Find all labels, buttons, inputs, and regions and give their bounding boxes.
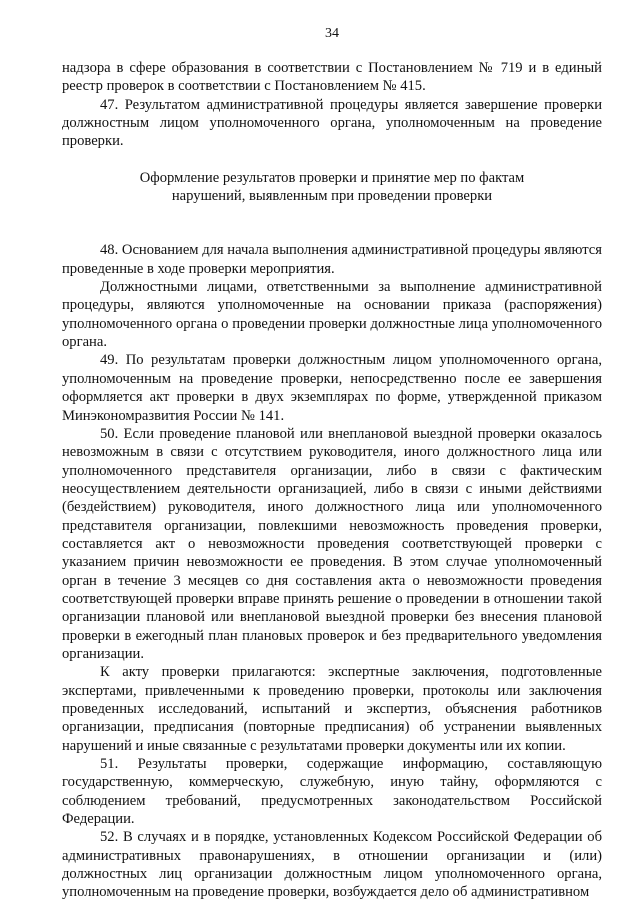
paragraph-52: 52. В случаях и в порядке, установленных Кодексом Российской Федерации об административных правонарушениях, в отношении организации и (или) должностных лиц организации должностным лицом уполномоченного органа, уполномоченным на проведение проверки, возбуждается дело об административном bbox=[62, 829, 602, 901]
paragraph-48-officials: Должностными лицами, ответственными за выполнение административной процедуры, являются уполномоченные на основании приказа (распоряжения) уполномоченного органа о проведении проверки должностные лица уполномоченного органа. bbox=[62, 279, 602, 351]
paragraph-48: 48. Основанием для начала выполнения административной процедуры являются проведенные в ходе проверки мероприятия. bbox=[62, 242, 602, 277]
paragraph-47: 47. Результатом административной процедуры является завершение проверки должностным лицом уполномоченного органа, уполномоченным на проведение проверки. bbox=[62, 96, 602, 150]
document-body bbox=[62, 59, 602, 902]
page-number: 34 bbox=[325, 26, 339, 41]
paragraph-49: 49. По результатам проверки должностным лицом уполномоченного органа, уполномоченным на проведение проверки, непосредственно после ее завершения оформляется акт проверки в двух экземплярах по форме, утвержденной приказом Минэкономразвития России № 141. bbox=[62, 352, 602, 424]
paragraph-50-attachments: К акту проверки прилагаются: экспертные заключения, подготовленные экспертами, привлеченными к проведению проверки, протоколы или заключения проведенных исследований, испытаний и экспертиз, объяснения работников организации, предписания (повторные предписания) об устранении выявленных нарушений и иные связанные с результатами проверки документы или их копии. bbox=[62, 664, 602, 754]
paragraph-continuation: надзора в сфере образования в соответствии с Постановлением № 719 и в единый реестр проверок в соответствии с Постановлением № 415. bbox=[62, 60, 602, 95]
section-heading: Оформление результатов проверки и принятие мер по фактам нарушений, выявленным при проведении проверки bbox=[139, 169, 525, 205]
paragraph-51: 51. Результаты проверки, содержащие информацию, составляющую государственную, коммерческую, служебную, иную тайну, оформляются с соблюдением требований, предусмотренных законодательством Российской Федерации. bbox=[62, 756, 602, 828]
paragraph-50: 50. Если проведение плановой или внеплановой выездной проверки оказалось невозможным в связи с отсутствием руководителя, иного должностного лица или уполномоченного представителя организации, либо в связи с фактическим неосуществлением деятельности организацией, либо в связи с иными действиями (бездействием) руководителя, иного должностного лица или уполномоченного представителя организации, повлекшими невозможность проведения проверки, составляется акт о невозможности проведения соответствующей проверки с указанием причин невозможности ее проведения. В этом случае уполномоченный орган в течение 3 месяцев со дня составления акта о невозможности проведения соответствующей проверки вправе принять решение о проведении в отношении такой организации плановой или внеплановой выездной проверки без внесения плановой проверки в ежегодный план плановых проверок и без предварительного уведомления организации. bbox=[62, 425, 602, 662]
